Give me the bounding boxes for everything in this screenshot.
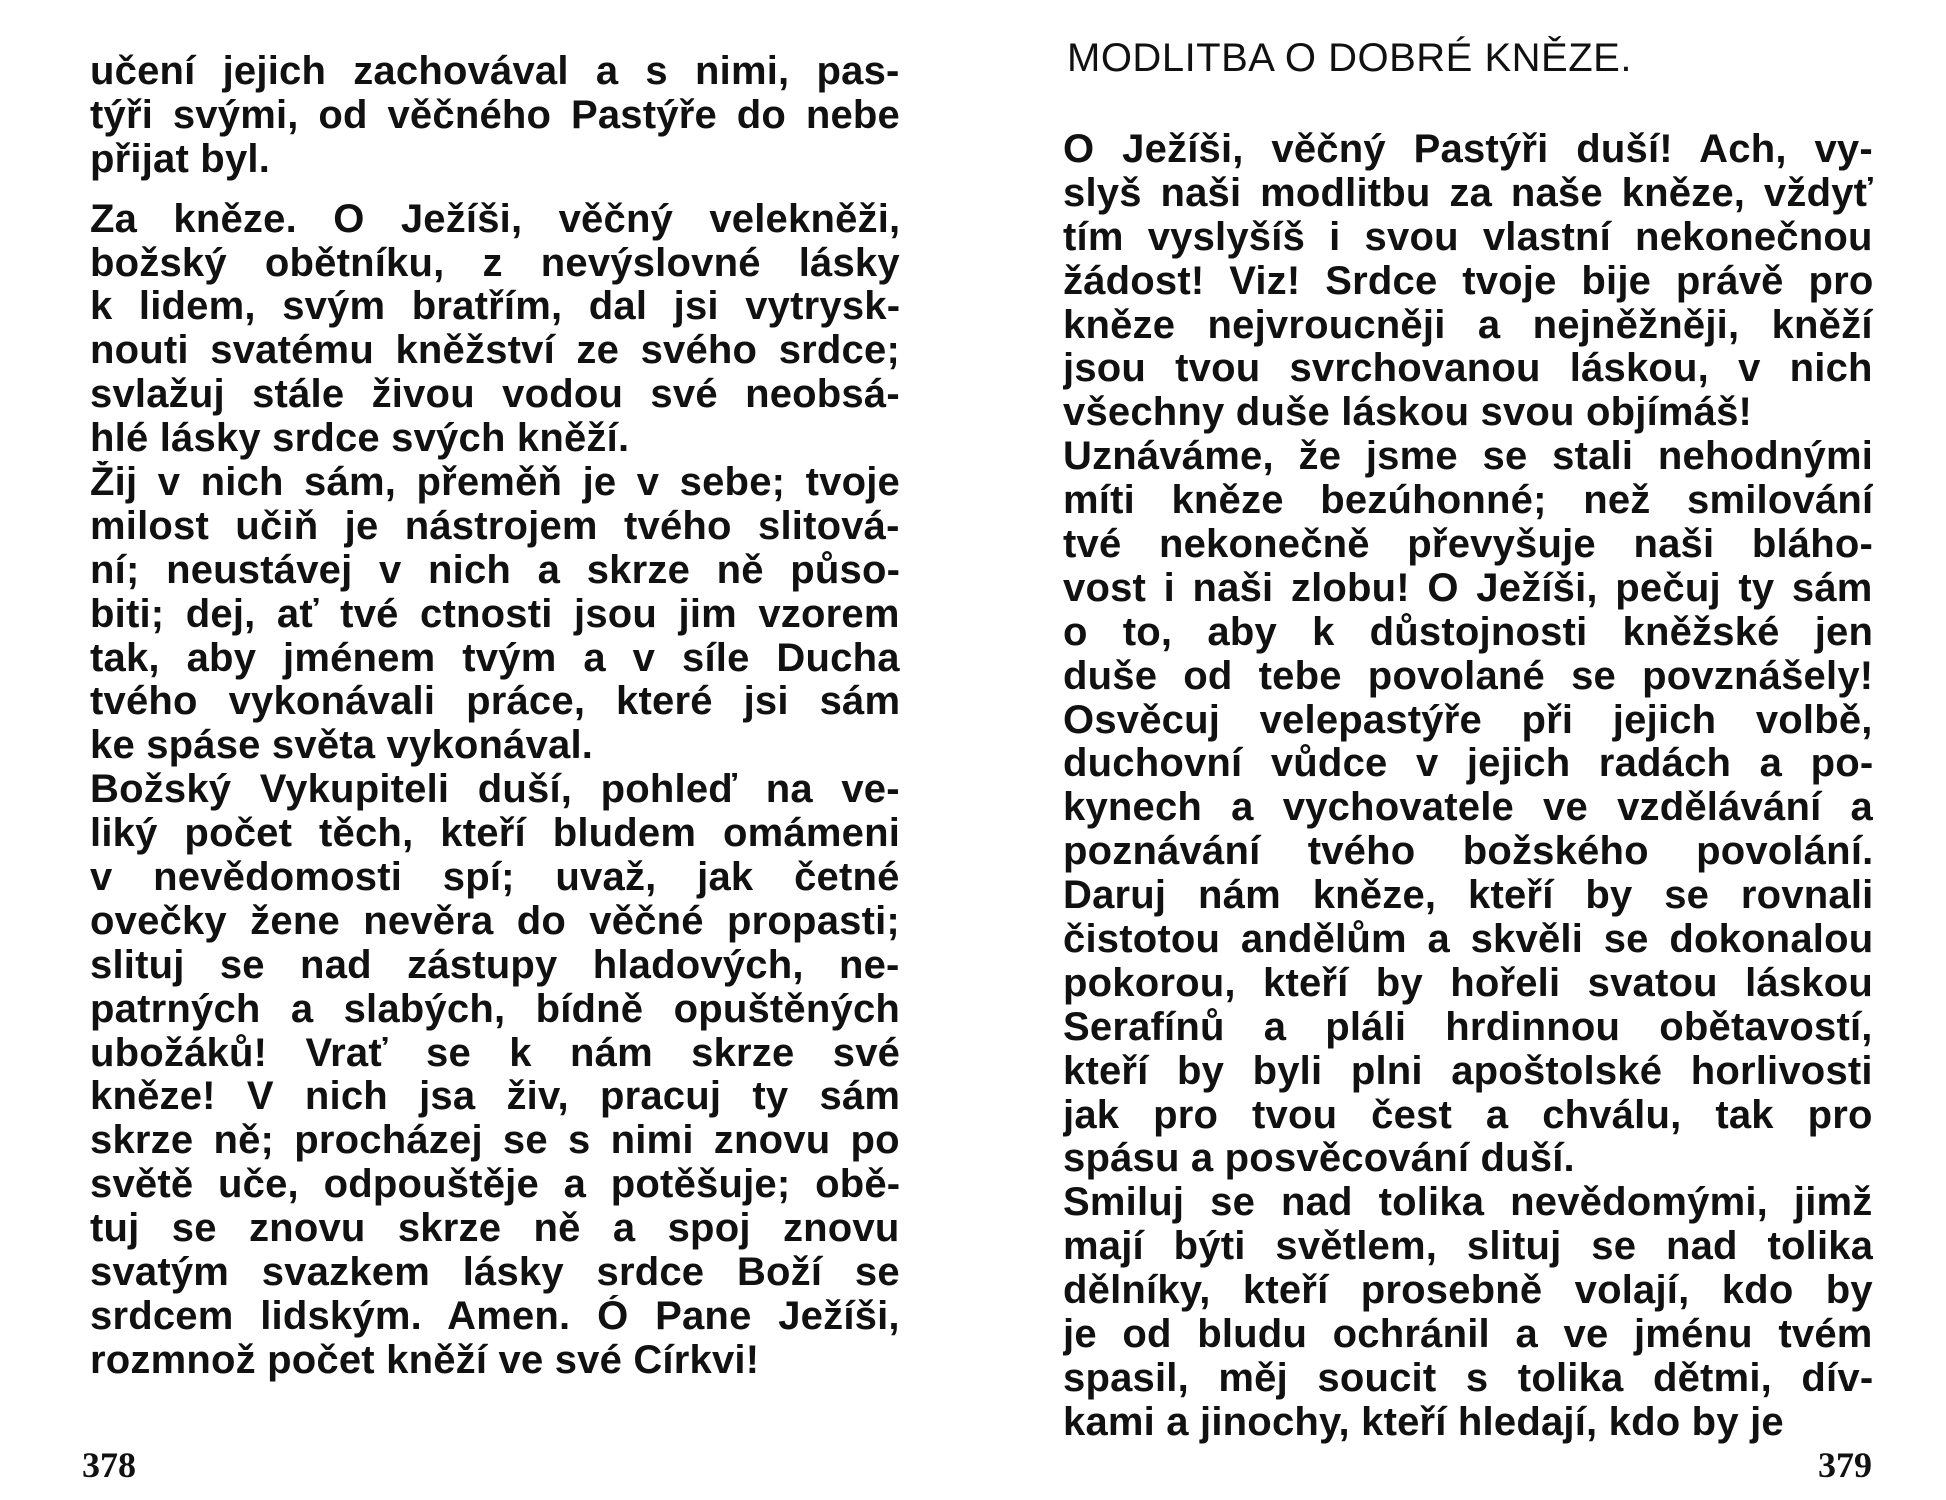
text-line: o to, aby k důstojnosti kněžské jen [1063, 610, 1873, 654]
text-line: čistotou andělům a skvěli se dokonalou [1063, 918, 1873, 962]
text-line: spásu a posvěcování duší. [1063, 1137, 1575, 1181]
text-line: mají býti světlem, slituj se nad tolika [1063, 1225, 1873, 1269]
text-line: míti kněze bezúhonné; než smilování [1063, 479, 1873, 523]
text-line: milost učiň je nástrojem tvého slitová- [90, 504, 900, 548]
text-line: učení jejich zachovával a s nimi, pas- [90, 50, 900, 93]
text-line: Žij v nich sám, přeměň je v sebe; tvoje [90, 461, 900, 505]
text-line: tvého vykonávali práce, které jsi sám [90, 680, 900, 724]
text-line: spasil, měj soucit s tolika dětmi, dív- [1063, 1356, 1873, 1400]
text-line: kněze! V nich jsa živ, pracuj ty sám [90, 1075, 900, 1119]
text-line: Daruj nám kněze, kteří by se rovnali [1063, 874, 1873, 918]
text-line: ní; neustávej v nich a skrze ně půso- [90, 548, 900, 592]
text-line: poznávání tvého božského povolání. [1063, 830, 1873, 874]
text-line: Smiluj se nad tolika nevědomými, jimž [1063, 1181, 1873, 1225]
text-line: srdcem lidským. Amen. Ó Pane Ježíši, [90, 1294, 900, 1338]
text-line: jsou tvou svrchovanou láskou, v nich [1063, 347, 1873, 391]
page-number: 378 [82, 1445, 136, 1485]
text-line: Za kněze. O Ježíši, věčný velekněži, [90, 197, 900, 241]
text-line: božský obětníku, z nevýslovné lásky [90, 241, 900, 285]
text-line: skrze ně; procházej se s nimi znovu po [90, 1119, 900, 1163]
text-line: nouti svatému kněžství ze svého srdce; [90, 329, 900, 373]
text-line: žádost! Viz! Srdce tvoje bije právě pro [1063, 259, 1873, 303]
text-line: kami a jinochy, kteří hledají, kdo by je [1063, 1400, 1784, 1444]
text-line: liký počet těch, kteří bludem omámeni [90, 812, 900, 856]
text-line: tvé nekonečně převyšuje naši bláho- [1063, 523, 1873, 567]
text-line: Uznáváme, že jsme se stali nehodnými [1063, 435, 1873, 479]
text-line: jak pro tvou čest a chválu, tak pro [1063, 1093, 1873, 1137]
text-line: týři svými, od věčného Pastýře do nebe [90, 93, 900, 137]
text-line: biti; dej, ať tvé ctnosti jsou jim vzorem [90, 592, 900, 636]
text-line: vost i naši zlobu! O Ježíši, pečuj ty sám [1063, 566, 1873, 610]
text-line: rozmnož počet kněží ve své Církvi! [90, 1338, 760, 1382]
text-line: ovečky žene nevěra do věčné propasti; [90, 899, 900, 943]
text-line: přijat byl. [90, 137, 271, 181]
text-line: všechny duše láskou svou objímáš! [1063, 391, 1753, 435]
text-line: dělníky, kteří prosebně volají, kdo by [1063, 1269, 1873, 1313]
right-page [973, 0, 1946, 1500]
text-line: Božský Vykupiteli duší, pohleď na ve- [90, 768, 900, 812]
text-line: kněze nejvroucněji a nejněžněji, kněží [1063, 303, 1873, 347]
text-line: slituj se nad zástupy hladových, ne- [90, 943, 900, 987]
text-line: patrných a slabých, bídně opuštěných [90, 987, 900, 1031]
text-line: ke spáse světa vykonával. [90, 724, 594, 768]
text-line: hlé lásky srdce svých kněží. [90, 417, 630, 461]
right-page-text [1063, 128, 1873, 1445]
text-line: světě uče, odpouštěje a potěšuje; obě- [90, 1163, 900, 1207]
text-line: v nevědomosti spí; uvaž, jak četné [90, 856, 900, 900]
text-line: kynech a vychovatele ve vzdělávání a [1063, 786, 1873, 830]
text-line: k lidem, svým bratřím, dal jsi vytrysk- [90, 285, 900, 329]
text-line: O Ježíši, věčný Pastýři duší! Ach, vy- [1063, 128, 1873, 171]
text-line: kteří by byli plni apoštolské horlivosti [1063, 1049, 1873, 1093]
text-line: tím vyslyšíš i svou vlastní nekonečnou [1063, 215, 1873, 259]
prayer-heading: MODLITBA O DOBRÉ KNĚZE. [1067, 36, 1632, 80]
text-line: Serafínů a pláli hrdinnou obětavostí, [1063, 1005, 1873, 1049]
text-line: tak, aby jménem tvým a v síle Ducha [90, 636, 900, 680]
text-line: duchovní vůdce v jejich radách a po- [1063, 742, 1873, 786]
text-line: svlažuj stále živou vodou své neobsá- [90, 373, 900, 417]
text-line: Osvěcuj velepastýře při jejich volbě, [1063, 698, 1873, 742]
text-line: pokorou, kteří by hořeli svatou láskou [1063, 961, 1873, 1005]
text-line: ubožáků! Vrať se k nám skrze své [90, 1031, 900, 1075]
left-page-text [90, 50, 900, 1383]
text-line: duše od tebe povolané se povznášely! [1063, 654, 1873, 698]
text-line: je od bludu ochránil a ve jménu tvém [1063, 1313, 1873, 1357]
page-number: 379 [1818, 1445, 1872, 1485]
text-line: svatým svazkem lásky srdce Boží se [90, 1251, 900, 1295]
text-line: slyš naši modlitbu za naše kněze, vždyť [1063, 171, 1873, 215]
text-line: tuj se znovu skrze ně a spoj znovu [90, 1207, 900, 1251]
